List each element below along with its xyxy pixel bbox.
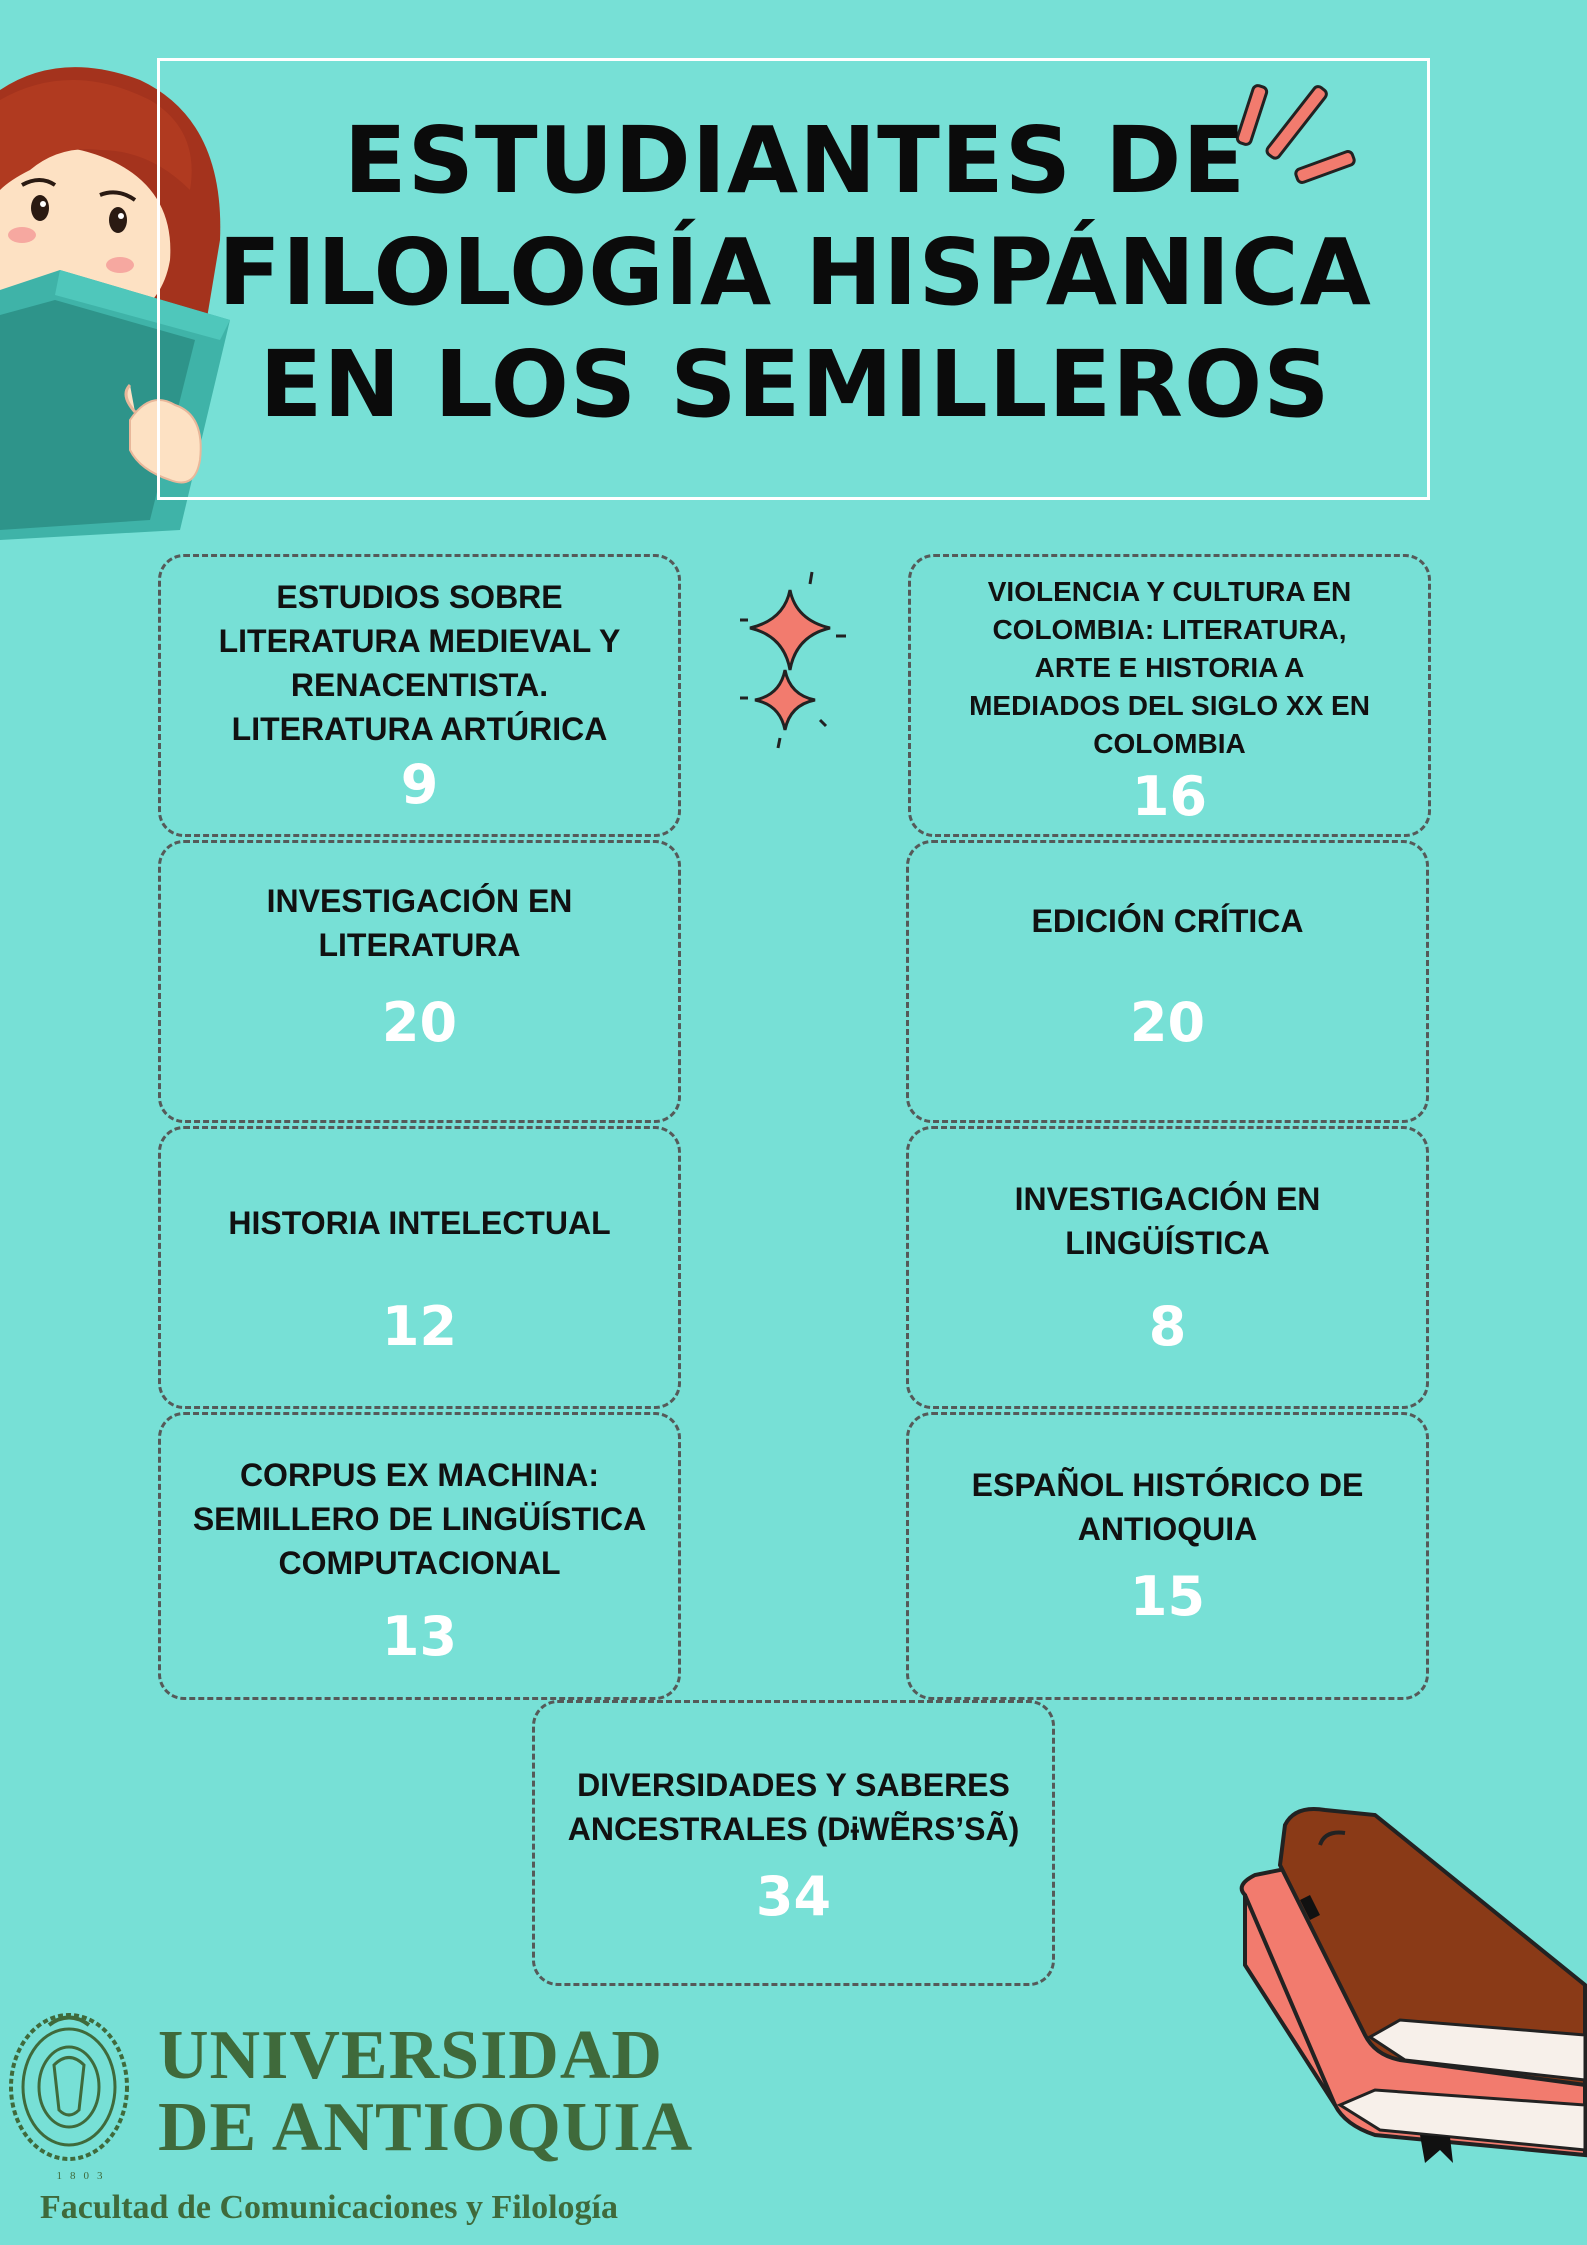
- university-name: [158, 2017, 694, 2166]
- semillero-name: DIVERSIDADES Y SABERES ANCESTRALES (DɨWẼRS’SÃ): [567, 1767, 1020, 1847]
- semillero-count: 34: [755, 1865, 832, 1928]
- university-seal: [4, 2005, 144, 2170]
- university-name-line-2: DE ANTIOQUIA: [158, 2089, 694, 2166]
- semillero-name: ESPAÑOL HISTÓRICO DE ANTIOQUIA: [971, 1467, 1364, 1547]
- semillero-card: [906, 1126, 1429, 1409]
- title-line-3: EN LOS SEMILLEROS: [259, 331, 1331, 438]
- semillero-card: [158, 840, 681, 1123]
- semillero-name: INVESTIGACIÓN EN LITERATURA: [266, 883, 573, 963]
- sparkle-icon: [740, 570, 850, 750]
- semillero-card: [908, 554, 1431, 837]
- title-line-2: FILOLOGÍA HISPÁNICA: [218, 219, 1372, 326]
- semillero-name: INVESTIGACIÓN EN LINGÜÍSTICA: [1014, 1181, 1321, 1261]
- page-title: [180, 105, 1410, 441]
- semillero-name: VIOLENCIA Y CULTURA EN COLOMBIA: LITERATURA, ARTE E HISTORIA A MEDIADOS DEL SIGLO XX EN COLOMBIA: [969, 576, 1370, 759]
- semillero-card: [158, 554, 681, 837]
- semillero-count: 9: [400, 753, 439, 816]
- semillero-card: [906, 840, 1429, 1123]
- semillero-count: 13: [381, 1605, 458, 1668]
- semillero-count: 12: [381, 1295, 458, 1358]
- faculty-name: Facultad de Comunicaciones y Filología: [40, 2189, 618, 2226]
- semillero-count: 20: [381, 991, 458, 1054]
- semillero-count: 15: [1129, 1565, 1206, 1628]
- semillero-name: HISTORIA INTELECTUAL: [228, 1205, 611, 1241]
- semillero-card: [532, 1700, 1055, 1986]
- semillero-name: EDICIÓN CRÍTICA: [1031, 903, 1304, 939]
- semillero-name: CORPUS EX MACHINA: SEMILLERO DE LINGÜÍSTICA COMPUTACIONAL: [192, 1457, 647, 1581]
- semillero-card: [158, 1412, 681, 1700]
- semillero-name: ESTUDIOS SOBRE LITERATURA MEDIEVAL Y RENACENTISTA. LITERATURA ARTÚRICA: [218, 579, 621, 747]
- university-name-line-1: UNIVERSIDAD: [158, 2017, 663, 2094]
- semillero-count: 16: [1131, 765, 1208, 828]
- semillero-count: 20: [1129, 991, 1206, 1054]
- semillero-count: 8: [1148, 1295, 1187, 1358]
- title-line-1: ESTUDIANTES DE: [343, 107, 1247, 214]
- semillero-card: [906, 1412, 1429, 1700]
- semillero-card: [158, 1126, 681, 1409]
- books-illustration: [1225, 1805, 1587, 2165]
- university-founding-year: 1803: [56, 2170, 111, 2182]
